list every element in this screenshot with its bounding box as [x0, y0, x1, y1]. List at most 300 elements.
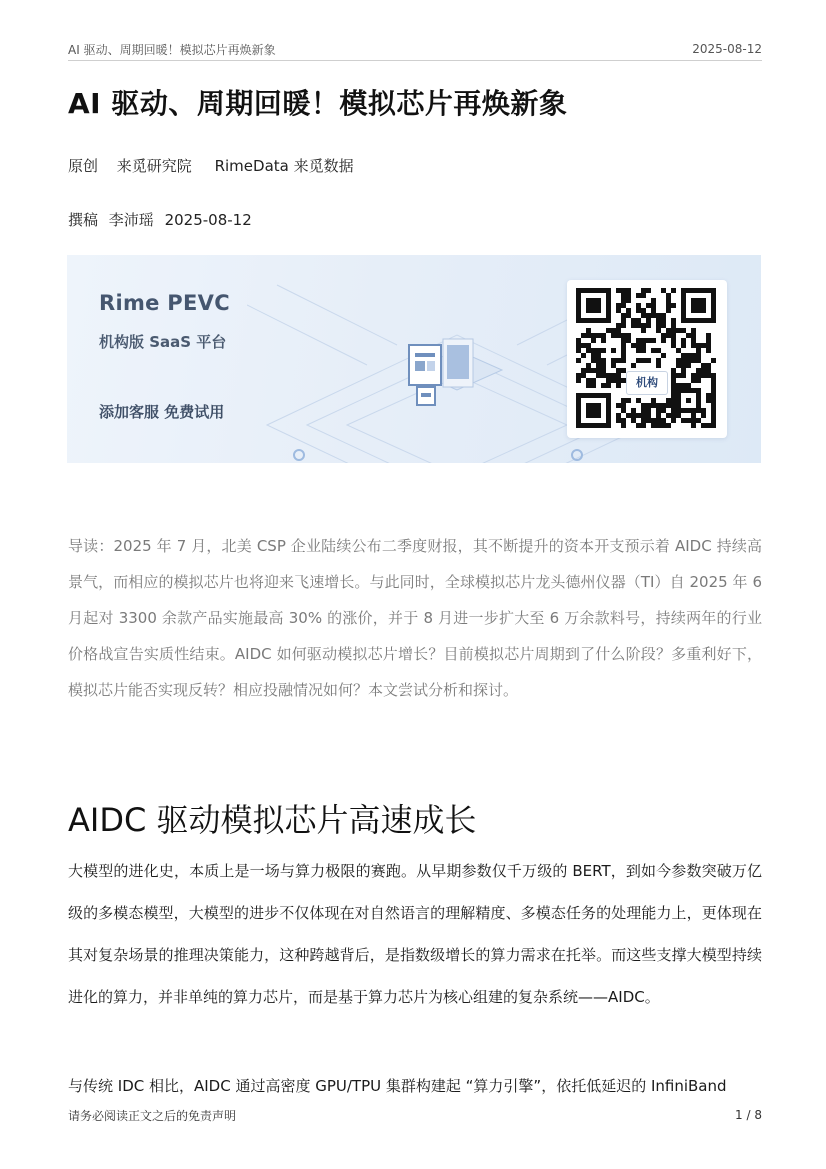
qr-module [696, 373, 701, 378]
qr-module [656, 408, 661, 413]
qr-module [636, 413, 641, 418]
qr-module [676, 413, 681, 418]
qr-module [596, 333, 601, 338]
qr-module [711, 418, 716, 423]
qr-module [581, 353, 586, 358]
qr-module [636, 423, 641, 428]
qr-module [616, 413, 621, 418]
qr-module [626, 398, 631, 403]
qr-module [671, 408, 676, 413]
qr-module [681, 418, 686, 423]
qr-module [596, 368, 601, 373]
qr-module [641, 358, 646, 363]
qr-module [591, 378, 596, 383]
qr-module [641, 423, 646, 428]
qr-module [666, 298, 671, 303]
qr-module [621, 408, 626, 413]
qr-module [696, 343, 701, 348]
qr-module [631, 413, 636, 418]
qr-module [591, 338, 596, 343]
qr-module [586, 383, 591, 388]
qr-module [651, 423, 656, 428]
qr-module [616, 328, 621, 333]
qr-module [666, 293, 671, 298]
qr-module [666, 423, 671, 428]
qr-module [621, 313, 626, 318]
qr-label: 机构 [626, 371, 668, 395]
qr-module [661, 313, 666, 318]
qr-module [621, 353, 626, 358]
qr-module [611, 363, 616, 368]
author-label: 撰稿 [68, 211, 99, 229]
qr-module [661, 318, 666, 323]
qr-module [641, 328, 646, 333]
qr-module [676, 358, 681, 363]
qr-module [616, 303, 621, 308]
qr-finder-core [586, 403, 601, 418]
qr-module [671, 393, 676, 398]
qr-module [701, 373, 706, 378]
qr-module [711, 398, 716, 403]
qr-module [661, 323, 666, 328]
qr-module [646, 318, 651, 323]
qr-module [621, 333, 626, 338]
qr-module [621, 403, 626, 408]
qr-module [681, 328, 686, 333]
qr-module [636, 293, 641, 298]
qr-module [631, 408, 636, 413]
qr-module [616, 368, 621, 373]
qr-module [621, 323, 626, 328]
qr-module [601, 348, 606, 353]
qr-module [691, 358, 696, 363]
qr-module [671, 403, 676, 408]
article-author-line [68, 209, 258, 230]
qr-module [681, 338, 686, 343]
qr-module [681, 363, 686, 368]
qr-module [691, 343, 696, 348]
qr-module [576, 338, 581, 343]
qr-module [601, 363, 606, 368]
qr-module [666, 333, 671, 338]
qr-module [671, 398, 676, 403]
qr-module [621, 338, 626, 343]
qr-module [621, 348, 626, 353]
qr-module [666, 328, 671, 333]
qr-module [651, 338, 656, 343]
qr-module [646, 288, 651, 293]
qr-module [696, 348, 701, 353]
page-header [68, 38, 762, 61]
org-name: 来觅研究院 [116, 157, 192, 175]
qr-module [641, 343, 646, 348]
qr-module [661, 353, 666, 358]
qr-module [676, 383, 681, 388]
qr-module [646, 323, 651, 328]
qr-module [646, 303, 651, 308]
qr-module [616, 333, 621, 338]
qr-module [671, 343, 676, 348]
qr-module [641, 288, 646, 293]
qr-module [636, 303, 641, 308]
qr-module [676, 363, 681, 368]
qr-module [681, 373, 686, 378]
qr-module [621, 288, 626, 293]
qr-module [656, 313, 661, 318]
qr-module [591, 358, 596, 363]
author-name: 李沛瑶 [108, 211, 154, 229]
qr-module [681, 353, 686, 358]
qr-module [626, 298, 631, 303]
qr-module [641, 308, 646, 313]
qr-code[interactable] [567, 280, 727, 438]
qr-module [596, 353, 601, 358]
qr-module [706, 423, 711, 428]
qr-module [666, 303, 671, 308]
qr-module [701, 368, 706, 373]
qr-module [706, 348, 711, 353]
qr-module [596, 358, 601, 363]
original-tag: 原创 [68, 157, 99, 175]
disclaimer-note: 请务必阅读正文之后的免责声明 [68, 1108, 237, 1123]
qr-module [706, 398, 711, 403]
qr-module [626, 308, 631, 313]
qr-module [621, 318, 626, 323]
qr-module [696, 368, 701, 373]
qr-module [651, 398, 656, 403]
qr-module [671, 328, 676, 333]
qr-module [631, 418, 636, 423]
qr-module [711, 383, 716, 388]
qr-module [671, 338, 676, 343]
qr-module [601, 368, 606, 373]
qr-module [621, 418, 626, 423]
qr-code-pattern [567, 280, 727, 438]
qr-module [591, 368, 596, 373]
qr-module [626, 413, 631, 418]
qr-module [641, 413, 646, 418]
qr-module [656, 413, 661, 418]
qr-module [586, 333, 591, 338]
qr-module [701, 413, 706, 418]
qr-module [576, 373, 581, 378]
qr-module [666, 308, 671, 313]
qr-module [686, 383, 691, 388]
qr-module [621, 398, 626, 403]
qr-module [656, 323, 661, 328]
qr-module [711, 388, 716, 393]
qr-module [701, 363, 706, 368]
qr-module [626, 338, 631, 343]
qr-module [711, 378, 716, 383]
qr-module [636, 323, 641, 328]
qr-module [691, 378, 696, 383]
qr-finder-core [586, 298, 601, 313]
qr-module [671, 413, 676, 418]
qr-module [636, 348, 641, 353]
page-footer [68, 1106, 762, 1124]
qr-module [606, 328, 611, 333]
qr-module [691, 413, 696, 418]
qr-module [636, 338, 641, 343]
qr-module [606, 378, 611, 383]
qr-module [636, 308, 641, 313]
qr-module [696, 358, 701, 363]
qr-module [651, 303, 656, 308]
running-title: AI 驱动、周期回暖！模拟芯片再焕新象 [68, 42, 276, 57]
qr-module [696, 378, 701, 383]
qr-module [651, 308, 656, 313]
intro-paragraph: 导读：2025 年 7 月，北美 CSP 企业陆续公布二季度财报，其不断提升的资本开支预示着 AIDC 持续高景气，而相应的模拟芯片也将迎来飞速增长。与此同时，全球模拟芯片龙头德州仪器（TI）自 2025 年 6 月起对 3300 余款产品实施最高 30% 的涨价，并于 8 月进一步扩大至 6 万余款料号，持续两年的行业价格战宣告实质性结束。AIDC 如何驱动模拟芯片增长？目前模拟芯片周期到了什么阶段？多重利好下，模拟芯片能否实现反转？相应投融情况如何？本文尝试分析和探讨。 [68, 537, 762, 699]
qr-module [616, 403, 621, 408]
qr-module [656, 328, 661, 333]
qr-module [631, 363, 636, 368]
qr-module [621, 423, 626, 428]
qr-module [591, 353, 596, 358]
qr-module [661, 423, 666, 428]
qr-module [586, 368, 591, 373]
qr-module [681, 368, 686, 373]
qr-module [586, 348, 591, 353]
qr-module [611, 328, 616, 333]
qr-module [656, 418, 661, 423]
qr-module [691, 328, 696, 333]
qr-module [661, 403, 666, 408]
qr-module [636, 318, 641, 323]
qr-module [611, 373, 616, 378]
qr-module [706, 338, 711, 343]
qr-module [616, 358, 621, 363]
qr-module [611, 358, 616, 363]
qr-module [636, 358, 641, 363]
qr-module [631, 343, 636, 348]
qr-module [706, 373, 711, 378]
qr-module [656, 318, 661, 323]
qr-module [576, 358, 581, 363]
qr-module [661, 333, 666, 338]
qr-module [696, 418, 701, 423]
qr-module [656, 348, 661, 353]
qr-module [671, 378, 676, 383]
qr-module [646, 358, 651, 363]
qr-module [641, 408, 646, 413]
qr-module [671, 388, 676, 393]
qr-module [711, 373, 716, 378]
qr-module [671, 303, 676, 308]
qr-module [581, 343, 586, 348]
qr-module [641, 348, 646, 353]
qr-module [646, 403, 651, 408]
qr-module [646, 313, 651, 318]
source-name: RimeData 来觅数据 [214, 157, 354, 175]
qr-module [661, 408, 666, 413]
qr-module [666, 413, 671, 418]
qr-module [691, 333, 696, 338]
qr-module [576, 343, 581, 348]
qr-module [651, 313, 656, 318]
qr-module [656, 358, 661, 363]
qr-module [636, 398, 641, 403]
qr-module [646, 338, 651, 343]
qr-module [711, 403, 716, 408]
body-paragraph: 大模型的进化史，本质上是一场与算力极限的赛跑。从早期参数仅千万级的 BERT，到如今参数突破万亿级的多模态模型，大模型的进步不仅体现在对自然语言的理解精度、多模态任务的处理能力上，更体现在其对复杂场景的推理决策能力，这种跨越背后，是指数级增长的算力需求在托举。而这些支撑大模型持续进化的算力，并非单纯的算力芯片，而是基于算力芯片为核心组建的复杂系统——AIDC。 [68, 862, 762, 1006]
qr-module [681, 358, 686, 363]
qr-module [626, 333, 631, 338]
qr-module [616, 418, 621, 423]
qr-module [606, 373, 611, 378]
qr-module [676, 373, 681, 378]
qr-module [626, 313, 631, 318]
publish-date: 2025-08-12 [164, 211, 252, 229]
qr-module [691, 423, 696, 428]
page-number: 1 / 8 [735, 1108, 762, 1122]
qr-module [611, 333, 616, 338]
qr-module [706, 368, 711, 373]
qr-module [591, 383, 596, 388]
article-source-line [68, 155, 368, 176]
qr-module [656, 403, 661, 408]
qr-module [611, 348, 616, 353]
qr-module [641, 313, 646, 318]
qr-module [711, 413, 716, 418]
qr-module [621, 293, 626, 298]
qr-module [691, 338, 696, 343]
qr-module [706, 393, 711, 398]
qr-module [676, 328, 681, 333]
qr-module [581, 368, 586, 373]
qr-module [691, 418, 696, 423]
qr-module [651, 403, 656, 408]
qr-module [641, 403, 646, 408]
qr-module [711, 393, 716, 398]
qr-module [641, 338, 646, 343]
qr-module [596, 348, 601, 353]
qr-module [621, 343, 626, 348]
qr-module [641, 323, 646, 328]
qr-module [701, 408, 706, 413]
qr-module [671, 288, 676, 293]
body-paragraph-continued: 与传统 IDC 相比，AIDC 通过高密度 GPU/TPU 集群构建起 “算力引擎”，依托低延迟的 InfiniBand [68, 1077, 727, 1095]
qr-module [586, 378, 591, 383]
banner-brand: Rime PEVC [99, 291, 230, 315]
qr-module [576, 378, 581, 383]
qr-module [671, 333, 676, 338]
section-heading: AIDC 驱动模拟芯片高速成长 [68, 801, 477, 839]
qr-module [691, 353, 696, 358]
qr-finder-core [691, 298, 706, 313]
qr-module [601, 333, 606, 338]
qr-module [586, 328, 591, 333]
qr-module [671, 318, 676, 323]
qr-align-core [686, 398, 691, 403]
qr-module [616, 378, 621, 383]
qr-module [591, 333, 596, 338]
banner-subtitle: 机构版 SaaS 平台 [99, 333, 227, 351]
qr-module [671, 373, 676, 378]
qr-module [641, 293, 646, 298]
qr-module [681, 383, 686, 388]
qr-module [581, 333, 586, 338]
qr-module [611, 378, 616, 383]
promo-banner[interactable] [67, 255, 761, 463]
qr-module [676, 348, 681, 353]
qr-module [621, 303, 626, 308]
qr-module [606, 383, 611, 388]
qr-module [646, 408, 651, 413]
qr-module [671, 368, 676, 373]
qr-module [581, 373, 586, 378]
qr-module [616, 383, 621, 388]
qr-module [671, 383, 676, 388]
qr-module [616, 308, 621, 313]
qr-module [636, 343, 641, 348]
qr-module [686, 418, 691, 423]
qr-module [601, 358, 606, 363]
qr-module [586, 343, 591, 348]
qr-module [616, 323, 621, 328]
qr-module [621, 358, 626, 363]
qr-module [576, 348, 581, 353]
qr-module [686, 353, 691, 358]
qr-module [691, 373, 696, 378]
qr-module [626, 293, 631, 298]
qr-module [601, 383, 606, 388]
qr-module [671, 323, 676, 328]
qr-module [626, 288, 631, 293]
qr-module [596, 373, 601, 378]
qr-module [696, 353, 701, 358]
qr-module [616, 288, 621, 293]
qr-module [711, 358, 716, 363]
qr-module [686, 358, 691, 363]
qr-module [681, 343, 686, 348]
qr-module [616, 373, 621, 378]
qr-module [646, 418, 651, 423]
qr-module [711, 408, 716, 413]
qr-module [686, 363, 691, 368]
qr-module [621, 298, 626, 303]
qr-module [651, 418, 656, 423]
qr-module [641, 418, 646, 423]
header-date: 2025-08-12 [692, 42, 762, 56]
qr-module [631, 318, 636, 323]
qr-module [666, 398, 671, 403]
qr-module [651, 348, 656, 353]
qr-module [601, 373, 606, 378]
qr-module [671, 418, 676, 423]
qr-module [706, 343, 711, 348]
qr-module [656, 423, 661, 428]
qr-module [686, 333, 691, 338]
qr-module [651, 298, 656, 303]
qr-module [601, 338, 606, 343]
qr-module [701, 423, 706, 428]
qr-module [661, 288, 666, 293]
qr-module [656, 363, 661, 368]
qr-module [586, 363, 591, 368]
qr-module [661, 418, 666, 423]
qr-module [706, 363, 711, 368]
article-title: AI 驱动、周期回暖！模拟芯片再焕新象 [68, 87, 568, 120]
qr-module [661, 338, 666, 343]
qr-module [596, 363, 601, 368]
qr-module [706, 333, 711, 338]
banner-cta[interactable]: 添加客服 免费试用 [99, 403, 225, 421]
qr-module [646, 413, 651, 418]
qr-module [701, 343, 706, 348]
qr-module [666, 403, 671, 408]
qr-module [711, 423, 716, 428]
